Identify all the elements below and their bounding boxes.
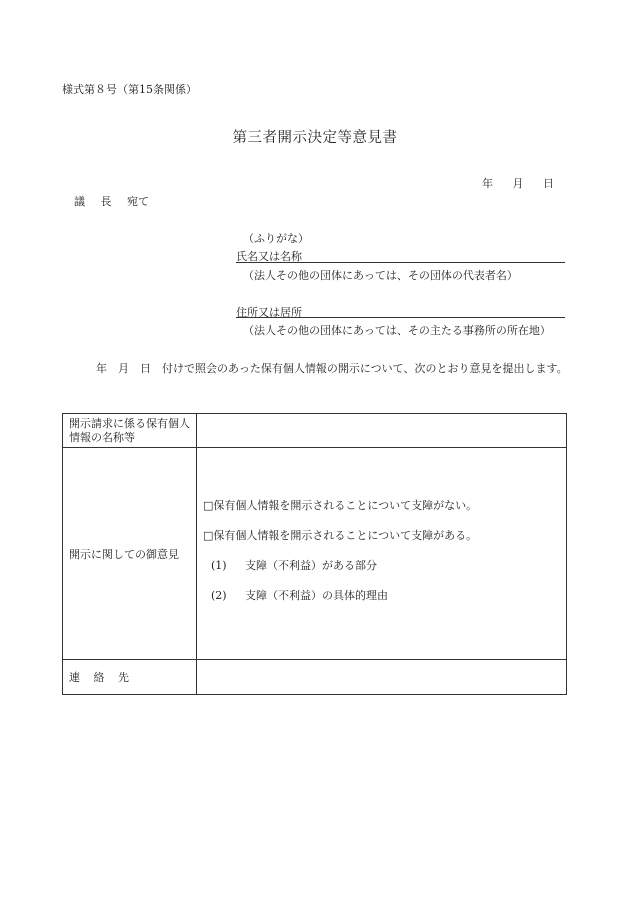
table-row: [63, 660, 567, 695]
item-number: (2): [211, 589, 227, 602]
date-field: 年 月 日: [482, 177, 554, 190]
addressee: 議 長 宛て: [74, 195, 149, 208]
opinion-cell[interactable]: [197, 448, 567, 660]
name-label: 氏名又は名称: [236, 250, 302, 263]
info-name-cell[interactable]: [197, 414, 567, 448]
body-date-prefix: 年 月 日: [96, 362, 151, 375]
item-number: (1): [211, 559, 227, 572]
option-objection[interactable]: □保有個人情報を開示されることについて支障がある。: [203, 529, 478, 542]
item-affected-part: [211, 557, 377, 573]
furigana-label: （ふりがな）: [243, 232, 309, 245]
contact-label: 連 絡 先: [63, 660, 197, 695]
address-note: （法人その他の団体にあっては、その主たる事務所の所在地）: [243, 324, 551, 337]
item-text: 支障（不利益）がある部分: [245, 559, 377, 572]
address-underline[interactable]: [236, 317, 565, 318]
info-name-label: 開示請求に係る保有個人情報の名称等: [63, 414, 197, 448]
table-row: [63, 448, 567, 660]
body-text: 付けで照会のあった保有個人情報の開示について、次のとおり意見を提出します。: [162, 362, 568, 375]
option-no-objection[interactable]: □保有個人情報を開示されることについて支障がない。: [203, 499, 478, 512]
item-specific-reason: [211, 587, 388, 603]
opinion-table: [62, 413, 567, 695]
item-text: 支障（不利益）の具体的理由: [245, 589, 388, 602]
name-underline[interactable]: [236, 262, 565, 263]
body-paragraph: [62, 359, 572, 378]
form-number: 様式第８号（第15条関係）: [62, 83, 197, 96]
address-label: 住所又は居所: [236, 306, 302, 319]
table-row: [63, 414, 567, 448]
document-title: 第三者開示決定等意見書: [232, 130, 398, 146]
name-note: （法人その他の団体にあっては、その団体の代表者名）: [243, 269, 518, 282]
opinion-label: 開示に関しての御意見: [63, 448, 197, 660]
contact-cell[interactable]: [197, 660, 567, 695]
